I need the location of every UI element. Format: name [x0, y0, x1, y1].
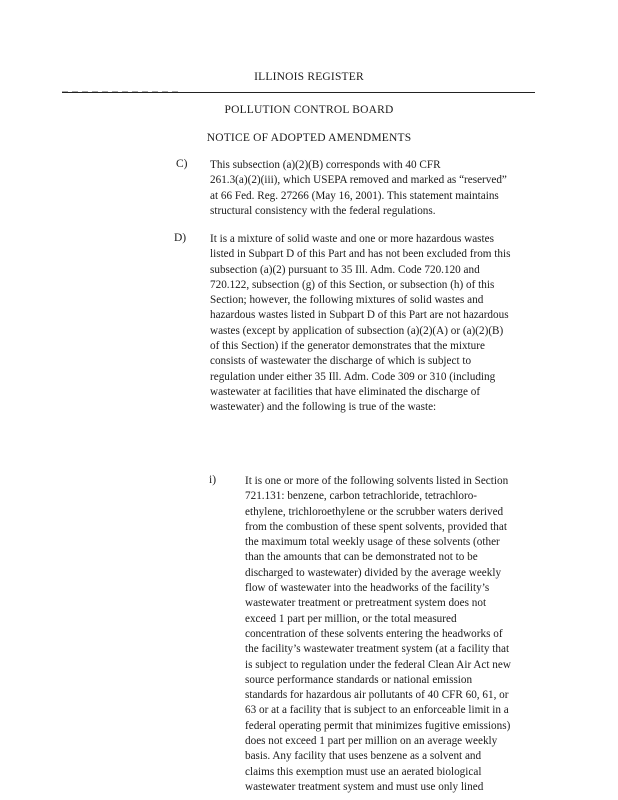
subsection-c-text — [210, 158, 540, 219]
text-line: structural consistency with the federal regulations. — [210, 204, 436, 217]
text-line: listed in Subpart D of this Part and has not been excluded from this — [210, 248, 511, 261]
text-line: the maximum total weekly usage of these solvents (other — [245, 536, 500, 549]
text-line: discharged to wastewater) divided by the average weekly — [245, 566, 502, 579]
text-line: regulation under either 35 Ill. Adm. Code 309 or 310 (including — [210, 370, 496, 383]
text-line: It is one or more of the following solvents listed in Section — [245, 475, 509, 487]
text-line: ethylene, trichloroethylene or the scrubber waters derived — [245, 505, 504, 518]
notice-title: NOTICE OF ADOPTED AMENDMENTS — [206, 132, 412, 144]
text-line: 721.131: benzene, carbon tetrachloride, tetrachloro- — [245, 490, 478, 503]
text-line: exceed 1 part per million, or the total measured — [245, 612, 457, 625]
text-line: wastewater) and the following is true of the waste: — [210, 401, 437, 414]
text-line: subsection (a)(2) pursuant to 35 Ill. Adm. Code 720.120 and — [210, 263, 480, 276]
text-line: standards for hazardous air pollutants of 40 CFR 60, 61, or — [245, 689, 509, 702]
text-line: flow of wastewater into the headworks of the facility’s — [245, 582, 490, 595]
text-line: 720.122, subsection (g) of this Section, or subsection (h) of this — [210, 278, 495, 291]
text-line: Section; however, the following mixtures of solid wastes and — [210, 294, 484, 307]
subsection-i-text — [245, 474, 545, 795]
text-line: federal operating permit that minimizes fugitive emissions) — [245, 719, 511, 732]
text-line: of this Section) if the generator demonstrates that the mixture — [210, 340, 485, 353]
header-rule — [62, 92, 535, 93]
text-line: wastes (except by application of subsection (a)(2)(A) or (a)(2)(B) — [210, 324, 504, 337]
text-line: wastewater treatment system and must use only lined — [245, 780, 484, 793]
text-line: source performance standards or national emission — [245, 673, 473, 686]
text-line: hazardous wastes listed in Subpart D of this Part are not hazardous — [210, 309, 509, 322]
text-line: wastewater treatment or pretreatment system does not — [245, 597, 487, 610]
text-line: consists of wastewater the discharge of which is subject to — [210, 355, 472, 368]
text-line: wastewater at facilities that have eliminated the discharge of — [210, 385, 481, 398]
text-line: This subsection (a)(2)(B) corresponds with 40 CFR — [210, 159, 441, 171]
board-title: POLLUTION CONTROL BOARD — [224, 104, 394, 116]
register-title: ILLINOIS REGISTER — [254, 71, 364, 83]
text-line: concentration of these solvents entering the headworks of — [245, 627, 503, 640]
text-line: It is a mixture of solid waste and one or more hazardous wastes — [210, 233, 494, 245]
text-line: does not exceed 1 part per million on an average weekly — [245, 735, 498, 748]
text-line: claims this exemption must use an aerated biological — [245, 765, 482, 778]
text-line: than the amounts that can be demonstrated not to be — [245, 551, 478, 564]
text-line: the facility’s wastewater treatment system (at a facility that — [245, 643, 510, 656]
text-line: is subject to regulation under the federal Clean Air Act new — [245, 658, 511, 671]
text-line: at 66 Fed. Reg. 27266 (May 16, 2001). This statement maintains — [210, 189, 499, 202]
text-line: from the combustion of these spent solvents, provided that — [245, 520, 507, 533]
subsection-d-label: D) — [174, 232, 187, 244]
subsection-d-text — [210, 232, 546, 416]
text-line: 261.3(a)(2)(iii), which USEPA removed and marked as “reserved” — [210, 174, 507, 187]
subsection-c-label: C) — [176, 158, 188, 170]
text-line: 63 or at a facility that is subject to an enforceable limit in a — [245, 704, 509, 717]
text-line: basis. Any facility that uses benzene as a solvent and — [245, 750, 482, 763]
subsection-i-label: i) — [209, 474, 217, 486]
